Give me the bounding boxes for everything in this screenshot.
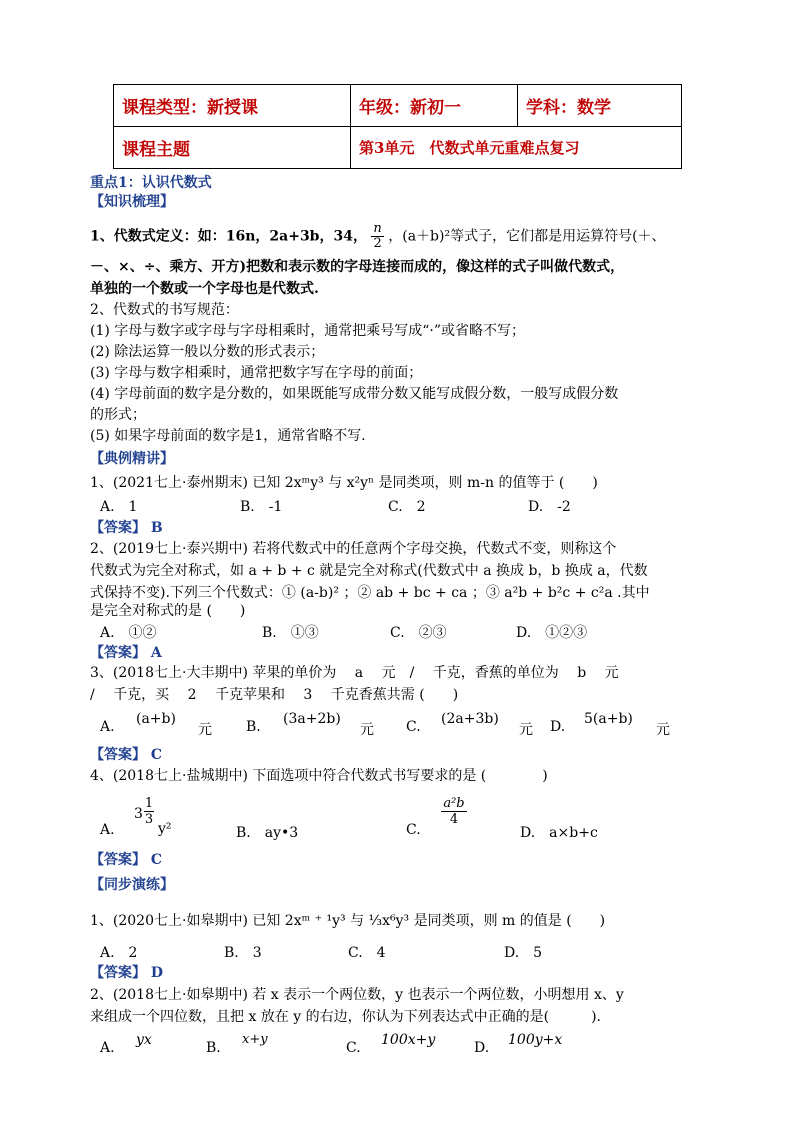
p2-option-d-expr: 100y+x: [508, 1032, 563, 1048]
q2-option-c: C. ②③: [390, 625, 447, 641]
q2-line-2: 代数式为完全对称式，如 a + b + c 就是完全对称式(代数式中 a 换成 b，b 换成 a，代数: [90, 563, 648, 579]
q4-option-a-whole: 3: [134, 806, 143, 822]
topic-value: 第3单元 代数式单元重难点复习: [351, 127, 682, 169]
q3-line-1: 3、(2018七上·大丰期中) 苹果的单价为 a 元 / 千克，香蕉的单位为 b 元: [90, 665, 619, 681]
q2-line-1: 2、(2019七上·泰兴期中) 若将代数式中的任意两个字母交换，代数式不变，则称这个: [90, 541, 617, 557]
p1-option-b: B. 3: [224, 945, 262, 961]
p1-option-c: C. 4: [348, 945, 386, 961]
p2-option-a-expr: yx: [136, 1032, 152, 1048]
rule-1: (1) 字母与数字或字母与字母相乘时，通常把乘号写成“·”或省略不写；: [90, 323, 526, 339]
q2-option-b: B. ①③: [262, 625, 319, 641]
q4-option-b: B. ay•3: [236, 825, 299, 841]
p2-option-d: D.: [474, 1040, 490, 1056]
p2-option-c-expr: 100x+y: [381, 1032, 436, 1048]
q3-option-d-unit: 元: [656, 722, 670, 738]
q3-option-b-expr: (3a+2b): [283, 711, 341, 727]
q3-line-2: / 千克，买 2 千克苹果和 3 千克香蕉共需 ( ): [90, 687, 459, 703]
q3-option-b-unit: 元: [360, 722, 374, 738]
question-1: 1、(2021七上·泰州期末) 已知 2xᵐy³ 与 x²yⁿ 是同类项，则 m-n 的值等于 ( ): [90, 475, 598, 491]
knowledge-heading: 【知识梳理】: [90, 194, 174, 210]
practice-heading: 【同步演练】: [90, 877, 174, 893]
definition-line-2: －、×、÷、乘方、开方)把数和表示数的字母连接而成的，像这样的式子叫做代数式，: [90, 259, 625, 275]
p1-answer: 【答案】 D: [90, 965, 164, 981]
q1-option-a: A. 1: [100, 499, 138, 515]
example-heading: 【典例精讲】: [90, 451, 174, 467]
rule-title: 2、代数式的书写规范：: [90, 302, 239, 318]
q3-option-c-unit: 元: [519, 722, 533, 738]
rule-3: (3) 字母与数字相乘时，通常把数字写在字母的前面；: [90, 365, 423, 381]
q3-option-c: C.: [406, 719, 421, 735]
q2-line-4: 是完全对称式的是 ( ): [90, 603, 246, 619]
definition-line-3: 单独的一个数或一个字母也是代数式.: [90, 281, 319, 297]
q3-answer: 【答案】 C: [90, 747, 163, 763]
n-over-2-fraction: $\frac{n}{2}$: [373, 221, 382, 251]
p1-option-d: D. 5: [504, 945, 543, 961]
grade: 年级：新初一: [351, 85, 518, 127]
q4-answer: 【答案】 C: [90, 852, 163, 868]
topic-label: 课程主题: [114, 127, 351, 169]
q2-option-a: A. ①②: [100, 625, 157, 641]
q4-option-a-var: y²: [158, 821, 172, 837]
rule-4-line-2: 的形式；: [90, 407, 146, 423]
q1-option-c: C. 2: [388, 499, 426, 515]
q1-option-b: B. -1: [240, 499, 283, 515]
course-type: 课程类型：新授课: [114, 85, 351, 127]
p2-line-1: 2、(2018七上·如皋期中) 若 x 表示一个两位数，y 也表示一个两位数，小明想用 x、y: [90, 987, 624, 1003]
p2-line-2: 来组成一个四位数，且把 x 放在 y 的右边，你认为下列表达式中正确的是( ).: [90, 1009, 601, 1025]
p2-option-c: C.: [346, 1040, 361, 1056]
q3-option-a: A.: [100, 719, 115, 735]
q2-option-d: D. ①②③: [516, 625, 588, 641]
q1-answer: 【答案】 B: [90, 520, 163, 536]
q4-option-d: D. a×b+c: [520, 825, 598, 841]
q3-option-a-expr: (a+b): [136, 711, 176, 727]
section-heading: 重点1：认识代数式: [90, 175, 212, 191]
rule-2: (2) 除法运算一般以分数的形式表示；: [90, 344, 325, 360]
q4-option-c-fraction: a²b 4: [441, 796, 467, 827]
q3-option-d: D.: [550, 719, 566, 735]
p1-option-a: A. 2: [100, 945, 138, 961]
q4-option-c: C.: [406, 822, 421, 838]
p2-option-b-expr: x+y: [242, 1032, 268, 1047]
q4-option-a: A.: [100, 822, 115, 838]
q2-line-3: 式保持不变).下列三个代数式：① (a-b)² ；② ab + bc + ca ；③ a²b + b²c + c²a .其中: [90, 585, 650, 601]
subject: 学科：数学: [518, 85, 682, 127]
q2-answer: 【答案】 A: [90, 645, 162, 661]
q4-option-a-fraction: 1 3: [144, 796, 154, 827]
p2-option-a: A.: [100, 1040, 115, 1056]
q4-question: 4、(2018七上·盐城期中) 下面选项中符合代数式书写要求的是 ( ): [90, 768, 548, 784]
q3-option-b: B.: [246, 719, 261, 735]
p2-option-b: B.: [206, 1040, 221, 1056]
p1-question: 1、(2020七上·如皋期中) 已知 2xᵐ ⁺ ¹y³ 与 ⅓x⁶y³ 是同类项，则 m 的值是 ( ): [90, 913, 606, 929]
course-header-table: [113, 84, 682, 169]
q3-option-d-expr: 5(a+b): [584, 711, 633, 727]
q3-option-a-unit: 元: [198, 722, 212, 738]
q1-option-d: D. -2: [528, 499, 571, 515]
rule-4-line-1: (4) 字母前面的数字是分数的，如果既能写成带分数又能写成假分数，一般写成假分数: [90, 386, 619, 402]
q3-option-c-expr: (2a+3b): [441, 711, 499, 727]
definition-line-1: 1、代数式定义：如：16n，2a+3b，34， $\frac{n}{2}$ ，(a＋b)²等式子，它们都是用运算符号(＋、: [90, 221, 666, 251]
rule-5: (5) 如果字母前面的数字是1，通常省略不写.: [90, 428, 366, 444]
